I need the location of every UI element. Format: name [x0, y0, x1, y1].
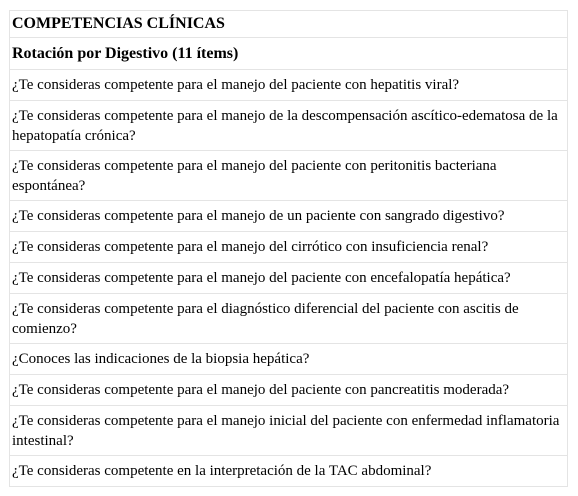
- question-11: ¿Te consideras competente en la interpretación de la TAC abdominal?: [10, 456, 568, 487]
- rotation-title: Rotación por Digestivo (11 ítems): [10, 38, 568, 70]
- competencies-table: [9, 10, 568, 487]
- table-row: [10, 406, 568, 456]
- question-6: ¿Te consideras competente para el manejo del paciente con encefalopatía hepática?: [10, 263, 568, 294]
- table-row: [10, 456, 568, 487]
- table-row: [10, 344, 568, 375]
- table-row: [10, 263, 568, 294]
- question-7: ¿Te consideras competente para el diagnóstico diferencial del paciente con ascitis de comienzo?: [10, 294, 568, 344]
- table-row: [10, 375, 568, 406]
- table-row: [10, 101, 568, 151]
- table-row: [10, 232, 568, 263]
- table-row: [10, 38, 568, 70]
- question-9: ¿Te consideras competente para el manejo del paciente con pancreatitis moderada?: [10, 375, 568, 406]
- section-title: COMPETENCIAS CLÍNICAS: [10, 11, 568, 38]
- question-3: ¿Te consideras competente para el manejo del paciente con peritonitis bacteriana espontánea?: [10, 151, 568, 201]
- question-8: ¿Conoces las indicaciones de la biopsia hepática?: [10, 344, 568, 375]
- question-1: ¿Te consideras competente para el manejo del paciente con hepatitis viral?: [10, 70, 568, 101]
- table-row: [10, 151, 568, 201]
- table-row: [10, 201, 568, 232]
- question-5: ¿Te consideras competente para el manejo del cirrótico con insuficiencia renal?: [10, 232, 568, 263]
- question-2: ¿Te consideras competente para el manejo de la descompensación ascítico-edematosa de la hepatopatía crónica?: [10, 101, 568, 151]
- table-row: [10, 11, 568, 38]
- table-row: [10, 70, 568, 101]
- question-4: ¿Te consideras competente para el manejo de un paciente con sangrado digestivo?: [10, 201, 568, 232]
- question-10: ¿Te consideras competente para el manejo inicial del paciente con enfermedad inflamatoria intestinal?: [10, 406, 568, 456]
- table-row: [10, 294, 568, 344]
